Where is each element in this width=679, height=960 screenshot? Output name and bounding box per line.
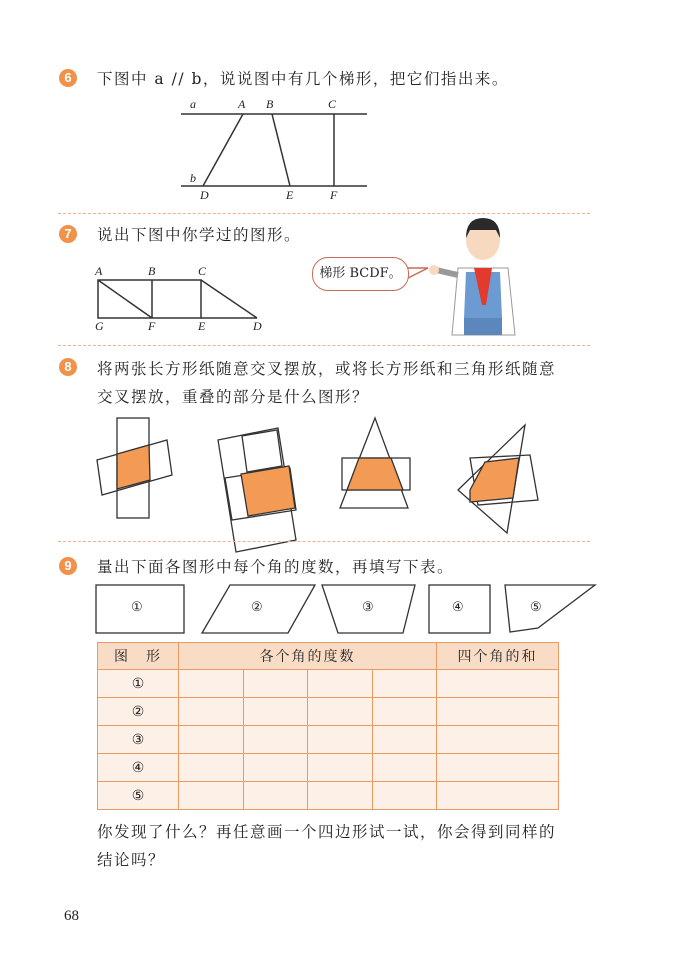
table-row	[98, 754, 559, 782]
cell[interactable]	[437, 782, 559, 810]
label-D: D	[253, 319, 262, 333]
page-number: 68	[64, 908, 79, 924]
cell[interactable]	[308, 754, 373, 782]
cell[interactable]	[244, 754, 308, 782]
speech-bubble: 梯形 BCDF。	[312, 257, 409, 291]
question-8-line2: 交叉摆放，重叠的部分是什么图形？	[97, 388, 370, 406]
cell[interactable]	[179, 726, 244, 754]
cell[interactable]	[308, 670, 373, 698]
cell[interactable]	[179, 670, 244, 698]
divider	[58, 213, 590, 214]
shape-label-2: ②	[251, 600, 265, 615]
label-A: A	[238, 97, 246, 111]
cell[interactable]	[437, 698, 559, 726]
label-D: D	[200, 188, 209, 202]
label-b: b	[190, 171, 196, 185]
row-label: ②	[98, 698, 179, 726]
table-row	[98, 726, 559, 754]
header-shape: 图 形	[98, 643, 179, 670]
question-7-text: 说出下图中你学过的图形。	[97, 226, 302, 244]
cell[interactable]	[244, 670, 308, 698]
cell[interactable]	[179, 698, 244, 726]
label-G: G	[95, 319, 104, 333]
label-B: B	[148, 264, 156, 278]
label-E: E	[286, 188, 294, 202]
cell[interactable]	[373, 670, 437, 698]
row-label: ①	[98, 670, 179, 698]
cell[interactable]	[437, 754, 559, 782]
cell[interactable]	[373, 698, 437, 726]
cell[interactable]	[437, 726, 559, 754]
label-E: E	[198, 319, 206, 333]
follow-up-line1: 你发现了什么？再任意画一个四边形试一试，你会得到同样的	[97, 823, 557, 841]
label-C: C	[198, 264, 207, 278]
boy-illustration	[429, 218, 515, 335]
shape-label-5: ⑤	[530, 600, 544, 615]
cell[interactable]	[373, 726, 437, 754]
cell[interactable]	[437, 670, 559, 698]
cell[interactable]	[179, 754, 244, 782]
question-8-line1: 将两张长方形纸随意交叉摆放，或将长方形纸和三角形纸随意	[97, 360, 557, 378]
question-number-9: 9	[59, 557, 77, 575]
header-angles: 各个角的度数	[179, 643, 437, 670]
row-label: ⑤	[98, 782, 179, 810]
question-9-text: 量出下面各图形中每个角的度数，再填写下表。	[97, 558, 455, 576]
shape-label-3: ③	[362, 600, 376, 615]
cell[interactable]	[308, 782, 373, 810]
question-6-text: 下图中 a // b，说说图中有几个梯形，把它们指出来。	[97, 70, 509, 88]
question-number-7: 7	[59, 225, 77, 243]
shape-label-1: ①	[131, 600, 145, 615]
cell[interactable]	[373, 754, 437, 782]
label-A: A	[95, 264, 103, 278]
cell[interactable]	[244, 726, 308, 754]
header-sum: 四个角的和	[437, 643, 559, 670]
q9-shapes	[96, 585, 595, 633]
question-number-8: 8	[59, 358, 77, 376]
divider	[58, 345, 590, 346]
cell[interactable]	[308, 726, 373, 754]
row-label: ③	[98, 726, 179, 754]
q8-figures	[97, 418, 538, 552]
divider	[58, 541, 590, 542]
table-row	[98, 782, 559, 810]
label-F: F	[330, 188, 338, 202]
cell[interactable]	[179, 782, 244, 810]
angle-table	[97, 642, 559, 810]
cell[interactable]	[244, 698, 308, 726]
row-label: ④	[98, 754, 179, 782]
label-F: F	[148, 319, 156, 333]
table-row	[98, 698, 559, 726]
table-row	[98, 670, 559, 698]
label-a: a	[190, 97, 196, 111]
shape-label-4: ④	[452, 600, 466, 615]
cell[interactable]	[308, 698, 373, 726]
follow-up-line2: 结论吗？	[97, 851, 166, 869]
q7-figure	[98, 280, 257, 318]
label-C: C	[328, 97, 337, 111]
question-number-6: 6	[59, 69, 77, 87]
label-B: B	[266, 97, 274, 111]
q6-figure	[181, 114, 367, 186]
cell[interactable]	[373, 782, 437, 810]
cell[interactable]	[244, 782, 308, 810]
